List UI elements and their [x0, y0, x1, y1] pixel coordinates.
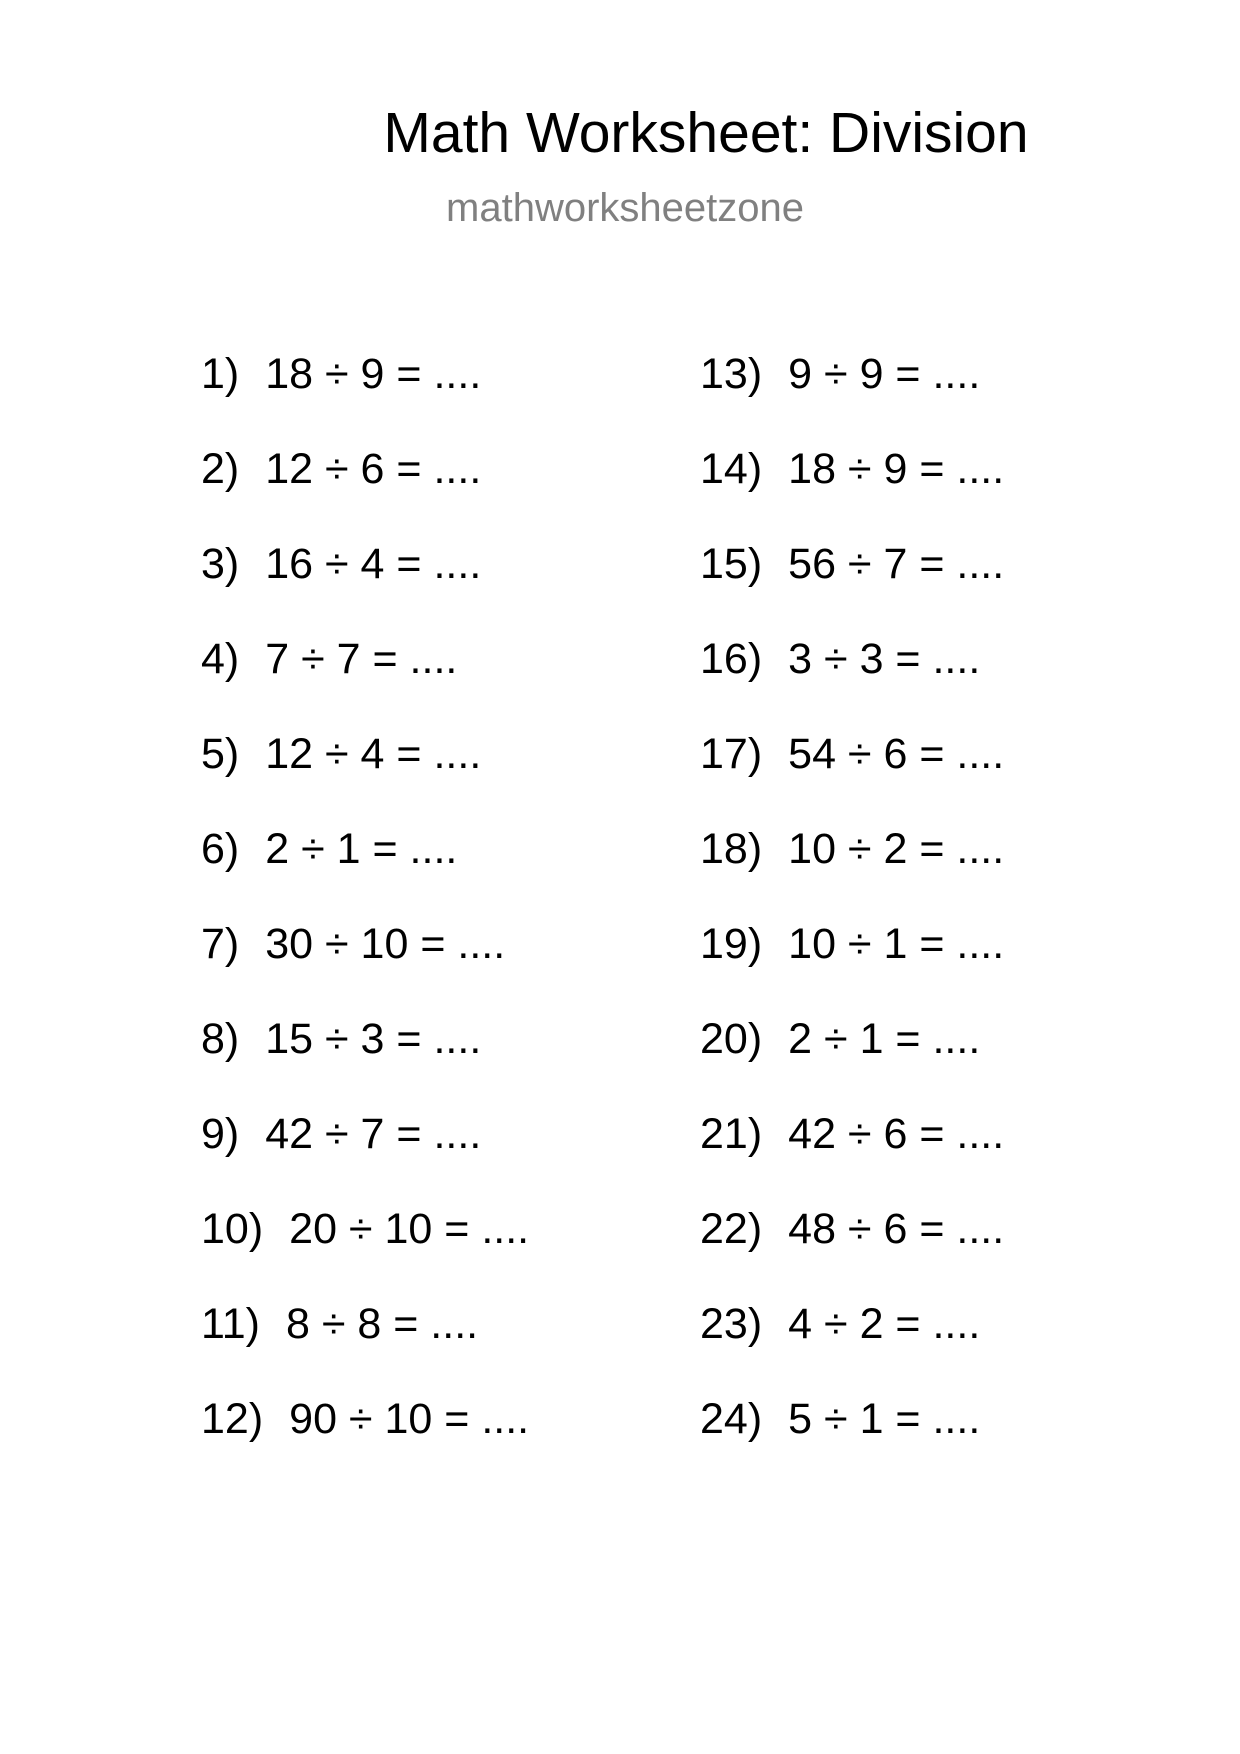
problem-item	[700, 1106, 1004, 1201]
problem-expression: 42 ÷ 6 = ....	[788, 1110, 1005, 1158]
problem-expression: 4 ÷ 2 = ....	[788, 1300, 981, 1348]
problem-expression: 5 ÷ 1 = ....	[788, 1395, 981, 1443]
problem-column-right	[700, 346, 1004, 1486]
problem-number: 12)	[201, 1395, 264, 1443]
problem-expression: 15 ÷ 3 = ....	[265, 1015, 482, 1063]
problem-item	[700, 536, 1004, 631]
problem-item	[700, 726, 1004, 821]
problem-number: 8)	[201, 1015, 240, 1063]
problem-number: 7)	[201, 920, 240, 968]
problem-number: 3)	[201, 540, 240, 588]
problem-number: 4)	[201, 635, 240, 683]
problem-expression: 10 ÷ 1 = ....	[788, 920, 1005, 968]
problem-expression: 30 ÷ 10 = ....	[265, 920, 506, 968]
problem-number: 15)	[700, 540, 763, 588]
problem-number: 22)	[700, 1205, 763, 1253]
problem-number: 14)	[700, 445, 763, 493]
problem-item	[201, 1296, 529, 1391]
worksheet-source: mathworksheetzone	[446, 186, 804, 230]
problem-expression: 12 ÷ 4 = ....	[265, 730, 482, 778]
problem-number: 2)	[201, 445, 240, 493]
problem-expression: 16 ÷ 4 = ....	[265, 540, 482, 588]
problem-number: 20)	[700, 1015, 763, 1063]
problem-item	[201, 916, 529, 1011]
problem-expression: 18 ÷ 9 = ....	[265, 350, 482, 398]
problem-number: 9)	[201, 1110, 240, 1158]
problem-number: 17)	[700, 730, 763, 778]
problem-number: 19)	[700, 920, 763, 968]
problem-item	[700, 821, 1004, 916]
problem-expression: 3 ÷ 3 = ....	[788, 635, 981, 683]
problem-number: 10)	[201, 1205, 264, 1253]
problem-expression: 48 ÷ 6 = ....	[788, 1205, 1005, 1253]
problem-expression: 54 ÷ 6 = ....	[788, 730, 1005, 778]
problem-item	[201, 821, 529, 916]
problem-expression: 2 ÷ 1 = ....	[265, 825, 458, 873]
problem-number: 1)	[201, 350, 240, 398]
problem-expression: 2 ÷ 1 = ....	[788, 1015, 981, 1063]
problem-item	[700, 631, 1004, 726]
problem-item	[201, 1011, 529, 1106]
problem-item	[201, 726, 529, 821]
problem-item	[201, 346, 529, 441]
problem-number: 16)	[700, 635, 763, 683]
problem-number: 6)	[201, 825, 240, 873]
problem-expression: 10 ÷ 2 = ....	[788, 825, 1005, 873]
problem-expression: 8 ÷ 8 = ....	[285, 1300, 479, 1348]
problem-item	[700, 441, 1004, 536]
problem-expression: 9 ÷ 9 = ....	[788, 350, 981, 398]
problem-column-left	[201, 346, 529, 1486]
problem-expression: 12 ÷ 6 = ....	[265, 445, 482, 493]
problem-item	[700, 346, 1004, 441]
problem-item	[201, 536, 529, 631]
problem-item	[201, 1391, 529, 1486]
problem-number: 23)	[700, 1300, 763, 1348]
worksheet-title: Math Worksheet: Division	[383, 101, 1029, 165]
problem-item	[201, 441, 529, 536]
problem-expression: 42 ÷ 7 = ....	[265, 1110, 482, 1158]
problem-item	[201, 631, 529, 726]
problem-item	[700, 916, 1004, 1011]
problem-expression: 56 ÷ 7 = ....	[788, 540, 1005, 588]
problem-item	[700, 1201, 1004, 1296]
problem-item	[700, 1391, 1004, 1486]
problem-expression: 18 ÷ 9 = ....	[788, 445, 1005, 493]
problem-item	[201, 1106, 529, 1201]
problem-expression: 90 ÷ 10 = ....	[289, 1395, 530, 1443]
problem-item	[201, 1201, 529, 1296]
problem-number: 11)	[201, 1300, 260, 1348]
problem-expression: 7 ÷ 7 = ....	[265, 635, 458, 683]
problem-number: 18)	[700, 825, 763, 873]
problem-number: 24)	[700, 1395, 763, 1443]
problem-item	[700, 1296, 1004, 1391]
problem-number: 13)	[700, 350, 763, 398]
problem-item	[700, 1011, 1004, 1106]
problem-number: 5)	[201, 730, 240, 778]
problem-number: 21)	[700, 1110, 763, 1158]
problem-expression: 20 ÷ 10 = ....	[289, 1205, 530, 1253]
